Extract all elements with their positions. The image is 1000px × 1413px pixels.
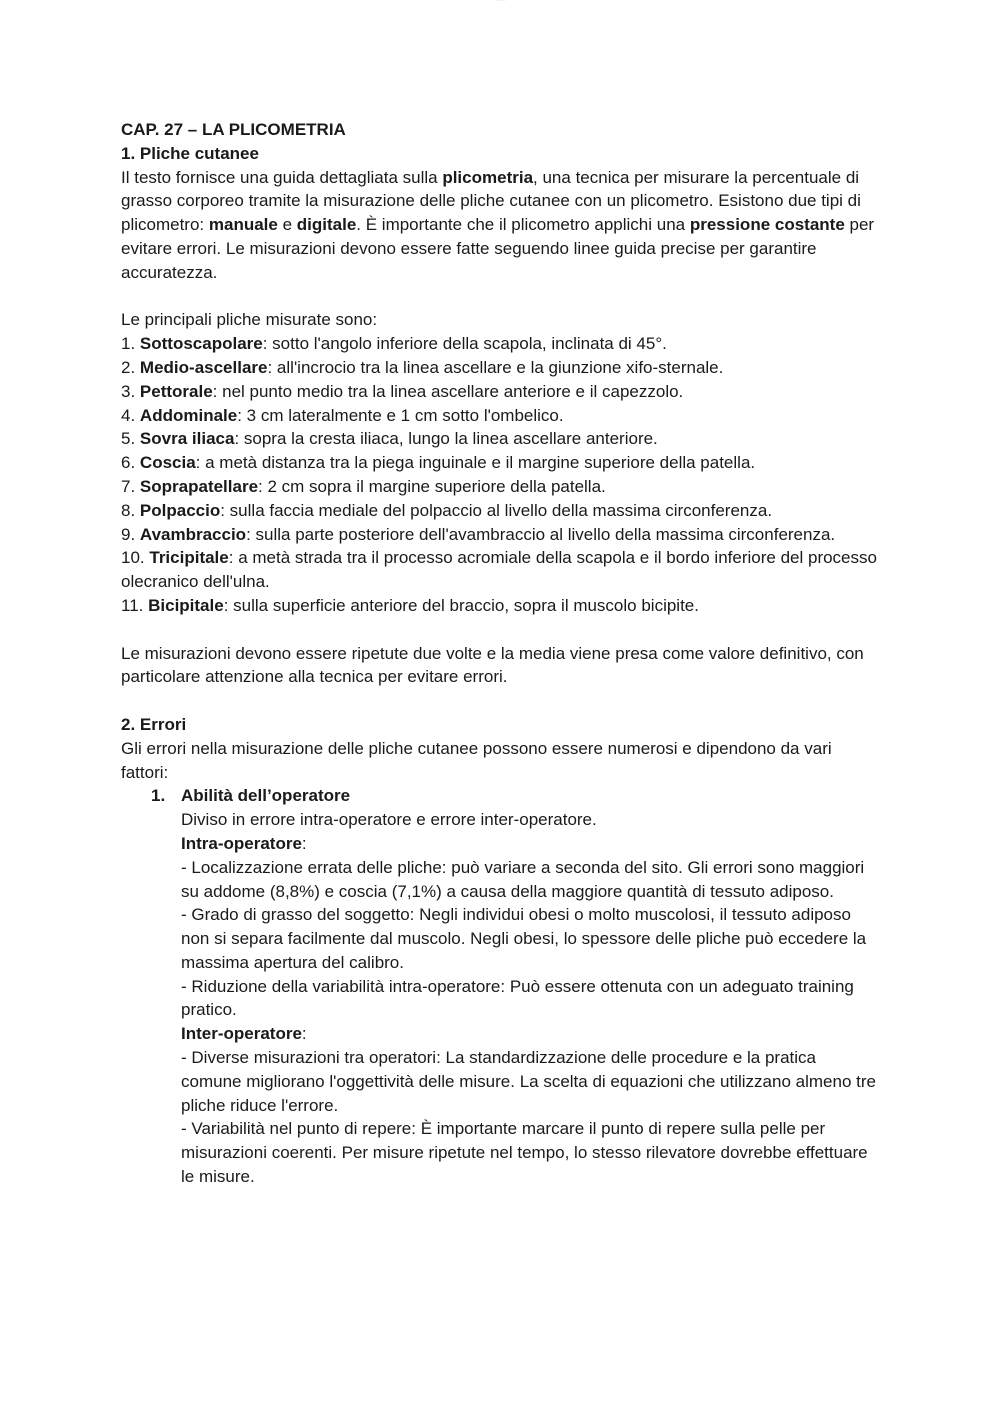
- intro-run: . È importante che il plicometro applichi una: [356, 215, 690, 235]
- item-desc: : sopra la cresta iliaca, lungo la linea ascellare anteriore.: [234, 429, 658, 449]
- pliche-item: [121, 546, 881, 594]
- pliche-item: [121, 523, 881, 547]
- item-desc: : 3 cm lateralmente e 1 cm sotto l'ombelico.: [237, 405, 564, 425]
- chapter-title: CAP. 27 – LA PLICOMETRIA: [121, 120, 346, 139]
- item-desc: : all'incrocio tra la linea ascellare e la giunzione xifo-sternale.: [267, 357, 724, 377]
- item-name: Sottoscapolare: [139, 334, 263, 354]
- pliche-item: [121, 332, 881, 356]
- inter-operator-point: - Variabilità nel punto di repere: È importante marcare il punto di repere sulla pelle per misurazioni coerenti. Per misure ripetute nel tempo, lo stesso rilevatore dovrebbe effettuare le misure.: [181, 1119, 868, 1187]
- intra-operator-label: Intra-operatore: [181, 833, 302, 853]
- error-item-heading: [121, 784, 881, 808]
- item-name: Coscia: [139, 453, 196, 473]
- item-name: Addominale: [139, 405, 238, 425]
- pliche-item: [121, 475, 881, 499]
- section-2-heading: 2. Errori: [121, 714, 187, 734]
- intro-run-bold: pressione costante: [689, 215, 845, 235]
- item-desc: : 2 cm sopra il margine superiore della patella.: [258, 476, 606, 496]
- pliche-item: [121, 451, 881, 475]
- item-number: 5.: [121, 429, 136, 449]
- intro-run-bold: digitale: [296, 215, 357, 235]
- item-name: Pettorale: [139, 381, 213, 401]
- spacer: [121, 285, 881, 309]
- pliche-item: [121, 380, 881, 404]
- item-desc: : sotto l'angolo inferiore della scapola, inclinata di 45°.: [262, 334, 667, 354]
- item-number: 1.: [121, 334, 136, 354]
- intra-operator-point: - Grado di grasso del soggetto: Negli individui obesi o molto muscolosi, il tessuto adiposo non si separa facilmente dal muscolo. Negli obesi, lo spessore delle pliche può eccedere la massima apertura del calibro.: [181, 905, 867, 972]
- pliche-list-intro: Le principali pliche misurate sono:: [121, 310, 378, 330]
- item-desc: : sulla faccia mediale del polpaccio al livello della massima circonferenza.: [220, 500, 773, 520]
- section-1-intro: [121, 166, 881, 285]
- intro-run: per evitare errori. Le misurazioni devono essere fatte seguendo linee guida precise per garantire accuratezza.: [121, 215, 875, 282]
- inter-operator-label: Inter-operatore: [181, 1024, 302, 1044]
- intro-run: e: [277, 215, 297, 235]
- error-item-number: 1.: [151, 786, 166, 806]
- intra-operator-label-line: Intra-operatore:: [181, 833, 307, 853]
- intro-run-bold: plicometria: [442, 167, 534, 187]
- item-number: 6.: [121, 453, 136, 473]
- spacer: [121, 689, 881, 713]
- document-page: [121, 118, 881, 1189]
- pliche-item: [121, 404, 881, 428]
- item-name: Medio-ascellare: [139, 357, 268, 377]
- pliche-item: [121, 594, 881, 618]
- item-name: Bicipitale: [148, 595, 224, 615]
- pliche-item: [121, 427, 881, 451]
- item-number: 9.: [121, 524, 136, 544]
- item-number: 4.: [121, 405, 136, 425]
- item-number: 3.: [121, 381, 136, 401]
- item-name: Polpaccio: [139, 500, 221, 520]
- intra-operator-point: - Riduzione della variabilità intra-operatore: Può essere ottenuta con un adeguato training pratico.: [181, 976, 854, 1020]
- item-desc: : sulla parte posteriore dell'avambraccio al livello della massima circonferenza.: [246, 524, 836, 544]
- item-desc: : a metà distanza tra la piega inguinale e il margine superiore della patella.: [195, 453, 756, 473]
- inter-operator-point: - Diverse misurazioni tra operatori: La standardizzazione delle procedure e la pratica comune migliorano l'oggettività delle misure. La scelta di equazioni che utilizzano almeno tre pliche riduce l'errore.: [181, 1048, 876, 1115]
- spacer: [121, 618, 881, 642]
- error-summary: Diviso in errore intra-operatore e errore inter-operatore.: [181, 810, 597, 830]
- intro-run: , una tecnica per misurare la percentuale di grasso corporeo tramite la misurazione delle pliche cutanee con un plicometro. Esistono due tipi di plicometro:: [121, 167, 861, 235]
- intro-run: Il testo fornisce una guida dettagliata sulla: [121, 167, 443, 187]
- header-mark: ········: [494, 0, 506, 3]
- item-number: 11.: [121, 595, 144, 615]
- item-desc: : sulla superficie anteriore del braccio, sopra il muscolo bicipite.: [223, 595, 699, 615]
- item-desc: : nel punto medio tra la linea ascellare anteriore e il capezzolo.: [212, 381, 684, 401]
- section-1-closing: Le misurazioni devono essere ripetute due volte e la media viene presa come valore definitivo, con particolare attenzione alla tecnica per evitare errori.: [121, 643, 864, 687]
- pliche-list: [121, 332, 881, 618]
- error-item-body: [121, 808, 881, 1189]
- section-1-heading: 1. Pliche cutanee: [121, 143, 259, 163]
- item-desc: : a metà strada tra il processo acromiale della scapola e il bordo inferiore del processo olecranico dell'ulna.: [121, 548, 877, 592]
- inter-operator-label-line: Inter-operatore:: [181, 1024, 307, 1044]
- item-number: 8.: [121, 500, 136, 520]
- item-number: 2.: [121, 357, 136, 377]
- pliche-item: [121, 356, 881, 380]
- item-name: Avambraccio: [139, 524, 247, 544]
- error-item-title: Abilità dell’operatore: [181, 786, 351, 806]
- item-number: 10.: [121, 548, 145, 568]
- errors-list: [121, 784, 881, 1189]
- item-name: Sovra iliaca: [139, 429, 235, 449]
- section-2-intro: Gli errori nella misurazione delle pliche cutanee possono essere numerosi e dipendono da vari fattori:: [121, 738, 832, 782]
- intra-operator-point: - Localizzazione errata delle pliche: può variare a seconda del sito. Gli errori sono maggiori su addome (8,8%) e coscia (7,1%) a causa della maggiore quantità di tessuto adiposo.: [181, 857, 865, 901]
- item-name: Tricipitale: [149, 548, 229, 568]
- item-number: 7.: [121, 476, 136, 496]
- intro-run-bold: manuale: [208, 215, 278, 235]
- pliche-item: [121, 499, 881, 523]
- item-name: Soprapatellare: [139, 476, 259, 496]
